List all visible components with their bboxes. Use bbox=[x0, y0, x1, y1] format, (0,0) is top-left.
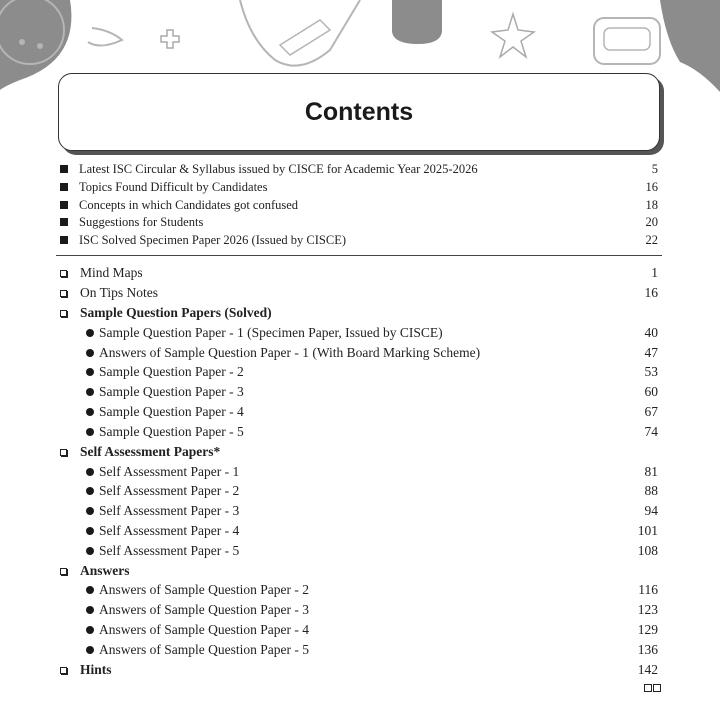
plus-sparkle-icon bbox=[161, 30, 179, 48]
toc-entry[interactable]: Answers of Sample Question Paper - 1 (With Board Marking Scheme) 47 bbox=[0, 344, 720, 362]
toc-entry[interactable]: Answers of Sample Question Paper - 4 129 bbox=[0, 621, 720, 639]
toc-entry-hints[interactable]: Hints 142 bbox=[0, 661, 720, 679]
filled-square-bullet-icon bbox=[60, 201, 68, 209]
open-square-bullet-icon bbox=[60, 310, 67, 317]
toc-entry[interactable]: Suggestions for Students 20 bbox=[0, 213, 720, 231]
open-square-bullet-icon bbox=[60, 290, 67, 297]
round-bullet-icon bbox=[86, 606, 94, 614]
toc-entry[interactable]: Sample Question Paper - 4 67 bbox=[0, 403, 720, 421]
toc-entry[interactable]: Sample Question Paper - 3 60 bbox=[0, 383, 720, 401]
round-bullet-icon bbox=[86, 527, 94, 535]
toc-heading-answers[interactable]: Answers bbox=[0, 562, 720, 580]
toc-entry[interactable]: Topics Found Difficult by Candidates 16 bbox=[0, 178, 720, 196]
toc-entry[interactable]: Self Assessment Paper - 5 108 bbox=[0, 542, 720, 560]
toc-entry[interactable]: Self Assessment Paper - 3 94 bbox=[0, 502, 720, 520]
toc-entry[interactable]: Answers of Sample Question Paper - 5 136 bbox=[0, 641, 720, 659]
filled-square-bullet-icon bbox=[60, 236, 68, 244]
round-bullet-icon bbox=[86, 408, 94, 416]
toc-entry-on-tips-notes[interactable]: On Tips Notes 16 bbox=[0, 284, 720, 302]
open-square-bullet-icon bbox=[60, 270, 67, 277]
toc-entry[interactable]: Sample Question Paper - 5 74 bbox=[0, 423, 720, 441]
toc-entry[interactable]: ISC Solved Specimen Paper 2026 (Issued by CISCE) 22 bbox=[0, 231, 720, 249]
blob-icon bbox=[392, 0, 442, 44]
filled-square-bullet-icon bbox=[60, 218, 68, 226]
toc-entry[interactable]: Answers of Sample Question Paper - 3 123 bbox=[0, 601, 720, 619]
open-square-bullet-icon bbox=[60, 667, 67, 674]
round-bullet-icon bbox=[86, 507, 94, 515]
round-bullet-icon bbox=[86, 468, 94, 476]
toc-entry[interactable]: Sample Question Paper - 1 (Specimen Paper, Issued by CISCE) 40 bbox=[0, 324, 720, 342]
toc-heading-sample-papers[interactable]: Sample Question Papers (Solved) bbox=[0, 304, 720, 322]
toc-entry[interactable]: Latest ISC Circular & Syllabus issued by CISCE for Academic Year 2025-2026 5 bbox=[0, 160, 720, 178]
open-square-bullet-icon bbox=[60, 449, 67, 456]
toc-entry[interactable]: Self Assessment Paper - 2 88 bbox=[0, 482, 720, 500]
toc-entry[interactable]: Concepts in which Candidates got confused 18 bbox=[0, 196, 720, 214]
round-bullet-icon bbox=[86, 547, 94, 555]
filled-square-bullet-icon bbox=[60, 165, 68, 173]
section-divider bbox=[56, 255, 662, 256]
round-bullet-icon bbox=[86, 646, 94, 654]
round-bullet-icon bbox=[86, 626, 94, 634]
toc-entry-mind-maps[interactable]: Mind Maps 1 bbox=[0, 264, 720, 282]
pencil-icon bbox=[240, 0, 360, 66]
round-bullet-icon bbox=[86, 329, 94, 337]
round-bullet-icon bbox=[86, 586, 94, 594]
page-title: Contents bbox=[304, 97, 414, 126]
round-bullet-icon bbox=[86, 388, 94, 396]
open-square-bullet-icon bbox=[60, 568, 67, 575]
toc-heading-self-assessment[interactable]: Self Assessment Papers* bbox=[0, 443, 720, 461]
toc-entry[interactable]: Answers of Sample Question Paper - 2 116 bbox=[0, 581, 720, 599]
end-square-icon bbox=[653, 684, 661, 692]
round-bullet-icon bbox=[86, 368, 94, 376]
toc-entry[interactable]: Sample Question Paper - 2 53 bbox=[0, 363, 720, 381]
star-icon bbox=[492, 14, 534, 57]
round-bullet-icon bbox=[86, 487, 94, 495]
round-bullet-icon bbox=[86, 349, 94, 357]
contents-title-box bbox=[58, 73, 660, 151]
filled-square-bullet-icon bbox=[60, 183, 68, 191]
end-square-icon bbox=[644, 684, 652, 692]
round-bullet-icon bbox=[86, 428, 94, 436]
toc-entry[interactable]: Self Assessment Paper - 4 101 bbox=[0, 522, 720, 540]
toc-entry[interactable]: Self Assessment Paper - 1 81 bbox=[0, 463, 720, 481]
